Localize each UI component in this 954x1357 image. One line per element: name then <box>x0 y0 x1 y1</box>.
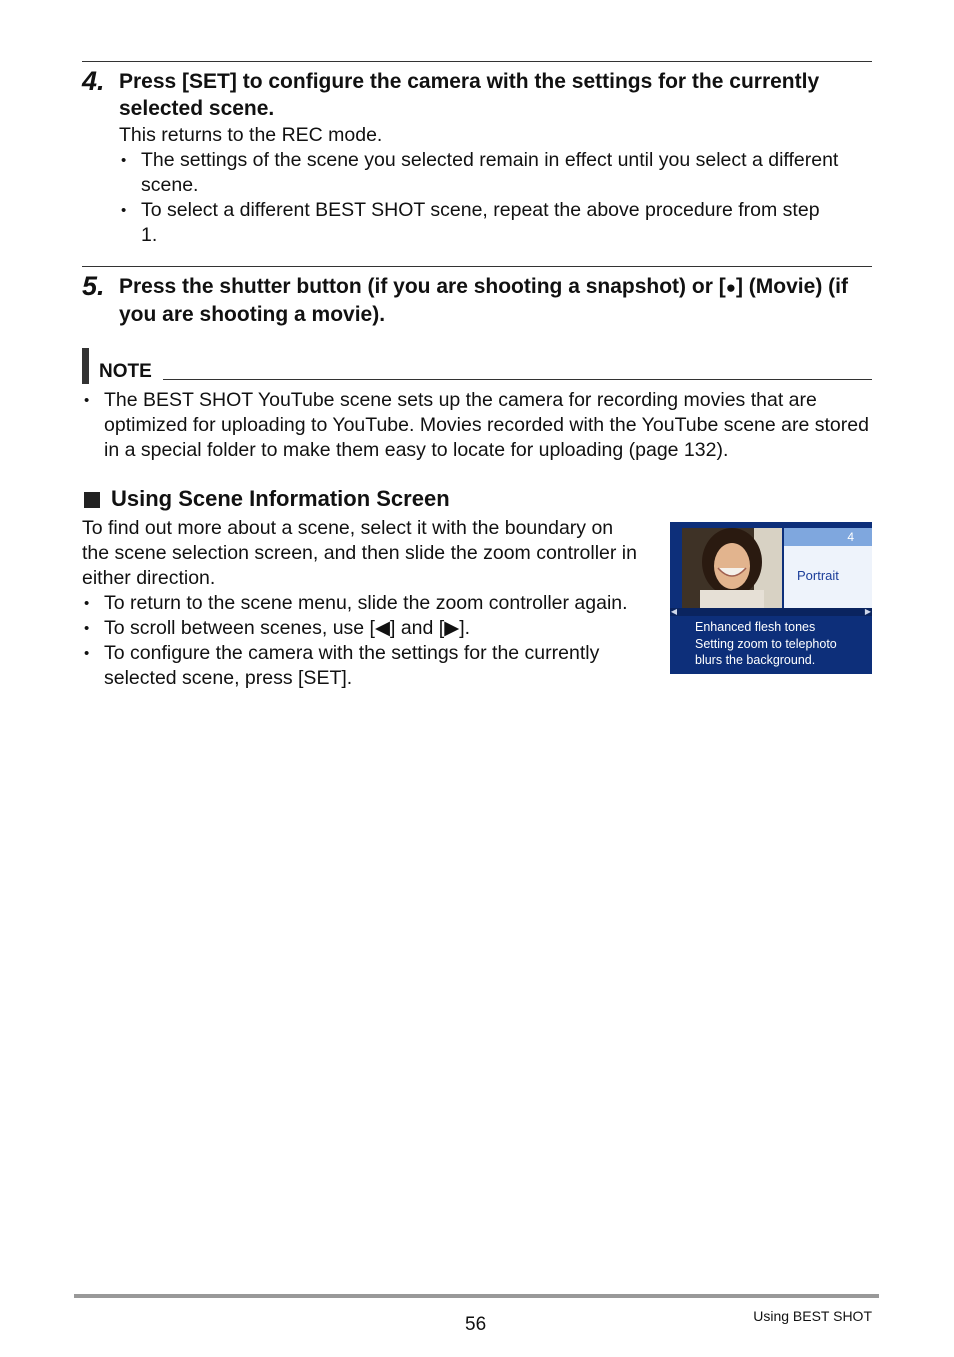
left-arrow-icon: ◀ <box>670 607 678 616</box>
list-item: • The settings of the scene you selected remain in effect until you select a different scene. <box>119 148 839 198</box>
note-line <box>163 379 872 380</box>
step-4-title: Press [SET] to configure the camera with the settings for the currently selected scene. <box>119 70 820 120</box>
list-item: • To return to the scene menu, slide the zoom controller again. <box>82 591 647 616</box>
page-number: 56 <box>465 1314 487 1335</box>
note-bullets <box>82 388 872 463</box>
right-arrow-icon: ▶ <box>864 607 872 616</box>
scene-page-number: 4 <box>847 530 854 544</box>
scene-description: Enhanced flesh tones Setting zoom to telephoto blurs the background. <box>695 620 837 667</box>
section-bullets <box>82 591 647 691</box>
scroll-row <box>670 608 872 616</box>
record-dot-icon: ● <box>725 278 736 297</box>
section-intro: To find out more about a scene, select it with the boundary on the scene selection screen, and then slide the zoom controller in either direction. <box>82 517 637 589</box>
top-divider <box>82 61 872 62</box>
footer-divider <box>74 1294 879 1298</box>
step-5-number: 5. <box>82 271 105 301</box>
scene-name: Portrait <box>797 568 839 583</box>
list-item: • To select a different BEST SHOT scene, repeat the above procedure from step 1. <box>119 198 839 248</box>
section-square-icon <box>84 492 100 508</box>
section-title: Using Scene Information Screen <box>111 486 450 511</box>
portrait-photo <box>682 528 782 608</box>
list-item: • The BEST SHOT YouTube scene sets up the camera for recording movies that are optimized for uploading to YouTube. Movies recorded with the YouTube scene are stored in a special folder to make them easy to locate for uploading (page 132). <box>82 388 872 463</box>
scene-tab <box>784 528 872 546</box>
list-item: • To configure the camera with the settings for the currently selected scene, press [SET]. <box>82 641 647 691</box>
right-arrow-icon: ▶ <box>444 617 460 639</box>
portrait-face-image <box>682 528 782 608</box>
step-4-bullets <box>119 148 839 248</box>
footer-section-label: Using BEST SHOT <box>753 1308 872 1324</box>
step-5-title: Press the shutter button (if you are shooting a snapshot) or [●] (Movie) (if you are shooting a movie). <box>119 275 848 326</box>
step-4-intro: This returns to the REC mode. <box>119 124 383 146</box>
list-item: • To scroll between scenes, use [◀] and [▶]. <box>82 616 647 641</box>
step-5-divider <box>82 266 872 267</box>
note-label: NOTE <box>99 361 152 382</box>
scene-info-screen <box>670 522 872 674</box>
note-bar <box>82 348 89 384</box>
step-4-number: 4. <box>82 66 105 96</box>
left-arrow-icon: ◀ <box>374 617 390 639</box>
